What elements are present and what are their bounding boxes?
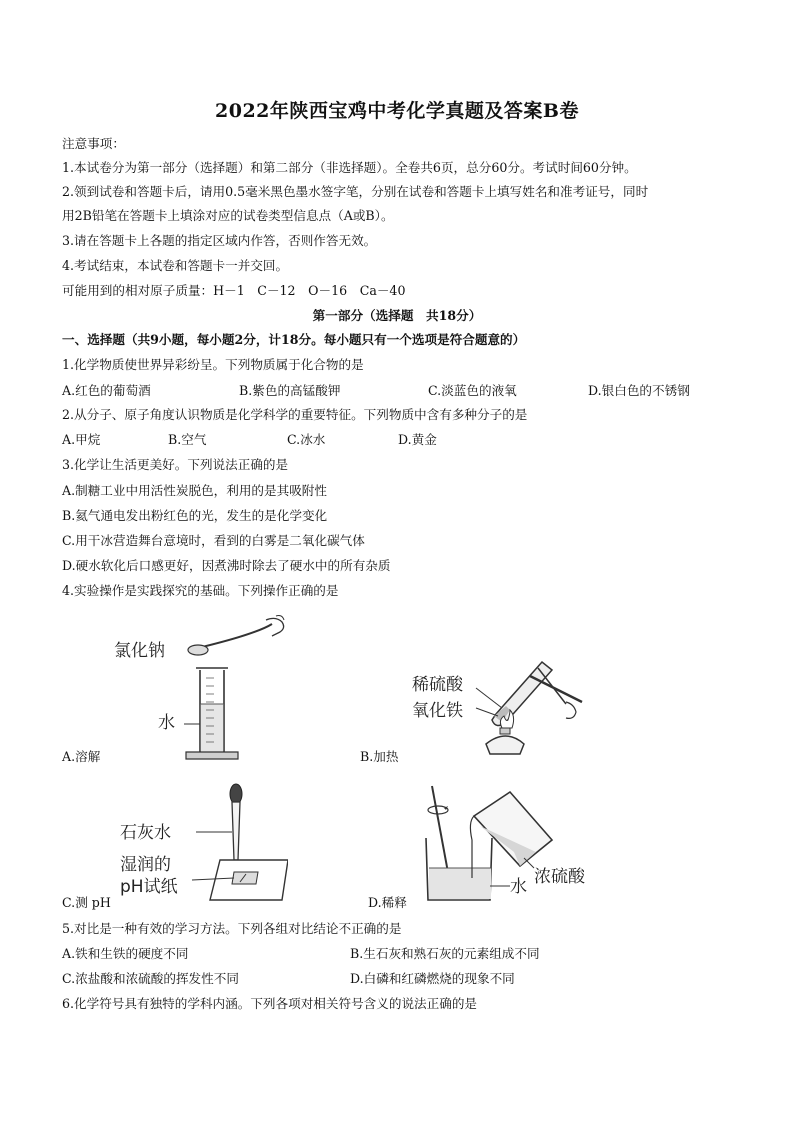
- option-b: B.空气: [168, 432, 207, 447]
- spoon-icon: [188, 616, 284, 656]
- figure-label: 石灰水: [120, 823, 171, 843]
- question-stem: 6.化学符号具有独特的学科内涵。下列各项对相关符号含义的说法正确的是: [62, 996, 478, 1011]
- option-a: A.红色的葡萄酒: [62, 383, 151, 398]
- graduated-cylinder-icon: [184, 668, 238, 759]
- ph-paper-icon: [192, 860, 288, 900]
- option-a: A.甲烷: [62, 432, 101, 447]
- figure-caption: C.测 pH: [62, 895, 111, 910]
- option-c: C.冰水: [287, 432, 326, 447]
- option-a: A.铁和生铁的硬度不同: [62, 946, 189, 961]
- figure-label: pH试纸: [120, 877, 178, 897]
- notice-item: 用2B铅笔在答题卡上填涂对应的试卷类型信息点（A或B）。: [62, 208, 394, 223]
- figure-label: 湿润的: [120, 855, 171, 875]
- option-a: A.制糖工业中用活性炭脱色，利用的是其吸附性: [62, 483, 327, 498]
- figure-label: 水: [510, 877, 527, 897]
- figure-caption: B.加热: [360, 749, 399, 764]
- notice-item: 1.本试卷分为第一部分（选择题）和第二部分（非选择题）。全卷共6页，总分60分。考试时间60分钟。: [62, 160, 637, 175]
- figure-label: 氧化铁: [412, 701, 463, 721]
- question-stem: 1.化学物质使世界异彩纷呈。下列物质属于化合物的是: [62, 357, 364, 372]
- option-d: D.白磷和红磷燃烧的现象不同: [350, 971, 515, 986]
- atomic-mass-line: 可能用到的相对原子质量：H－1 C－12 O－16 Ca－40: [62, 283, 406, 298]
- notice-heading: 注意事项：: [62, 136, 125, 151]
- figure-caption: D.稀释: [368, 895, 407, 910]
- figure-heating: [406, 644, 592, 758]
- part1-heading: 第一部分（选择题 共18分）: [312, 308, 482, 323]
- option-c: C.用干冰营造舞台意境时，看到的白雾是二氧化碳气体: [62, 533, 365, 548]
- section1-heading: 一、选择题（共9小题，每小题2分，计18分。每小题只有一个选项是符合题意的）: [62, 332, 526, 347]
- question-stem: 5.对比是一种有效的学习方法。下列各组对比结论不正确的是: [62, 921, 402, 936]
- option-d: D.硬水软化后口感更好，因煮沸时除去了硬水中的所有杂质: [62, 558, 391, 573]
- notice-item: 2.领到试卷和答题卡后，请用0.5毫米黑色墨水签字笔，分别在试卷和答题卡上填写姓名和准考证号，同时: [62, 184, 649, 199]
- option-c: C.浓盐酸和浓硫酸的挥发性不同: [62, 971, 239, 986]
- option-b: B.氦气通电发出粉红色的光，发生的是化学变化: [62, 508, 328, 523]
- figure-dilution: [414, 782, 590, 904]
- figure-label: 稀硫酸: [412, 675, 463, 695]
- figure-label: 水: [158, 713, 175, 733]
- option-c: C.淡蓝色的液氧: [428, 383, 517, 398]
- figure-dissolve: [106, 612, 292, 764]
- exam-title: 2022年陕西宝鸡中考化学真题及答案B卷: [215, 100, 579, 122]
- figure-label: 浓硫酸: [534, 867, 585, 887]
- question-stem: 2.从分子、原子角度认识物质是化学科学的重要特征。下列物质中含有多种分子的是: [62, 407, 528, 422]
- notice-item: 4.考试结束，本试卷和答题卡一并交回。: [62, 258, 289, 273]
- dropper-icon: [196, 784, 242, 866]
- figure-ph-test: [112, 780, 288, 904]
- figure-label: 氯化钠: [114, 641, 165, 661]
- option-b: B.生石灰和熟石灰的元素组成不同: [350, 946, 540, 961]
- figure-caption: A.溶解: [62, 749, 101, 764]
- option-d: D.银白色的不锈钢: [588, 383, 690, 398]
- notice-item: 3.请在答题卡上各题的指定区域内作答，否则作答无效。: [62, 233, 377, 248]
- option-d: D.黄金: [398, 432, 437, 447]
- option-b: B.紫色的高锰酸钾: [239, 383, 341, 398]
- question-stem: 3.化学让生活更美好。下列说法正确的是: [62, 457, 289, 472]
- question-stem: 4.实验操作是实践探究的基础。下列操作正确的是: [62, 583, 339, 598]
